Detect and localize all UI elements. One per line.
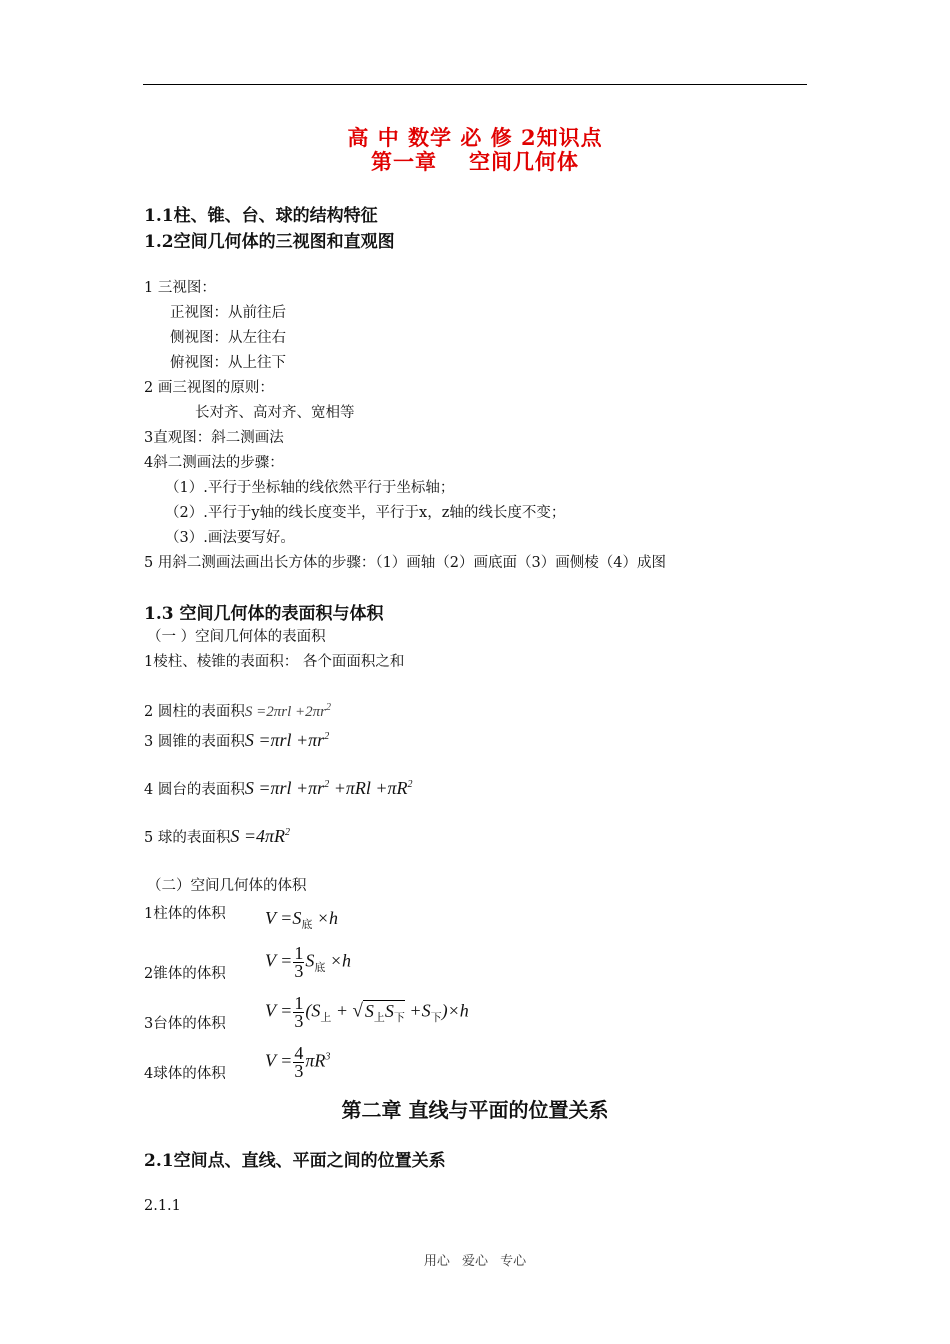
- top-view-line: 俯视图：从上往下: [170, 355, 286, 371]
- volume-heading: （二）空间几何体的体积: [147, 878, 307, 894]
- cone-surface-formula: $S =\pi rl +\pi r^2$: [244, 730, 330, 750]
- prism-surface-line: 1棱柱、棱锥的表面积： 各个面面积之和: [144, 654, 405, 670]
- surface-area-heading: （一 ）空间几何体的表面积: [147, 629, 326, 645]
- section-1-1-heading: 1.1柱、锥、台、球的结构特征: [144, 206, 378, 226]
- three-views-item-1: 1 三视图：: [144, 280, 216, 296]
- oblique-step-2: （2）.平行于y轴的线长度变半，平行于x，z轴的线长度不变；: [165, 505, 566, 521]
- cylinder-surface-line: [144, 700, 331, 721]
- cone-surface-line: [144, 730, 329, 751]
- oblique-steps-heading: 4斜二测画法的步骤：: [144, 455, 284, 471]
- header-rule: [143, 84, 807, 85]
- section-1-3-heading: 1.3 空间几何体的表面积与体积: [144, 604, 384, 624]
- prism-volume-formula: $V =S_底 \times h$: [265, 908, 338, 931]
- oblique-step-3: （3）.画法要写好。: [165, 530, 295, 546]
- prism-volume-label: 1柱体的体积: [144, 906, 226, 922]
- front-view-line: 正视图：从前往后: [170, 305, 286, 321]
- oblique-step-1: （1）.平行于坐标轴的线依然平行于坐标轴；: [165, 480, 455, 496]
- chapter2-title: 第二章 直线与平面的位置关系: [341, 1098, 609, 1122]
- sphere-volume-label: 4球体的体积: [144, 1066, 226, 1082]
- frustum-surface-line: [144, 778, 413, 799]
- chapter1-title: 第一章 空间几何体: [371, 149, 579, 174]
- cone-volume-formula: V = $\frac{1}{3}$ $S_底 \times h$: [265, 943, 351, 981]
- sphere-volume-formula: V = $\frac{4}{3}$ $\pi R^3$: [265, 1043, 331, 1081]
- cuboid-steps-line: 5 用斜二测画法画出长方体的步骤：（1）画轴（2）画底面（3）画侧棱（4）成图: [144, 555, 666, 571]
- frustum-volume-label: 3台体的体积: [144, 1016, 226, 1032]
- sphere-surface-formula: $S =4\pi R^2$: [230, 826, 291, 846]
- cylinder-surface-label: 2 圆柱的表面积: [144, 704, 245, 720]
- section-2-1-heading: 2.1空间点、直线、平面之间的位置关系: [144, 1151, 446, 1171]
- page-footer: 用心 爱心 专心: [423, 1254, 527, 1269]
- cone-volume-label: 2锥体的体积: [144, 966, 226, 982]
- section-1-2-heading: 1.2空间几何体的三视图和直观图: [144, 232, 395, 252]
- side-view-line: 侧视图：从左往右: [170, 330, 286, 346]
- sphere-surface-label: 5 球的表面积: [144, 830, 231, 846]
- oblique-method-line: 3直观图：斜二测画法: [144, 430, 284, 446]
- frustum-surface-formula: $S =\pi rl +\pi r^2 +\pi Rl +\pi R^2$: [244, 778, 413, 798]
- three-views-principle-text: 长对齐、高对齐、宽相等: [195, 405, 355, 421]
- sphere-surface-line: [144, 826, 290, 847]
- frustum-volume-formula: V = $\frac{1}{3}$ ($S_上$ + √ $S_上S_下 +S_下)\times h$: [265, 993, 469, 1031]
- frustum-surface-label: 4 圆台的表面积: [144, 782, 245, 798]
- section-2-1-1-label: 2.1.1: [144, 1198, 181, 1214]
- cylinder-surface-formula: $S =2\pi rl +2\pi r^2$: [244, 702, 331, 720]
- cone-surface-label: 3 圆锥的表面积: [144, 734, 245, 750]
- three-views-principle: 2 画三视图的原则：: [144, 380, 274, 396]
- document-title: 高 中 数学 必 修 2知识点: [347, 125, 603, 150]
